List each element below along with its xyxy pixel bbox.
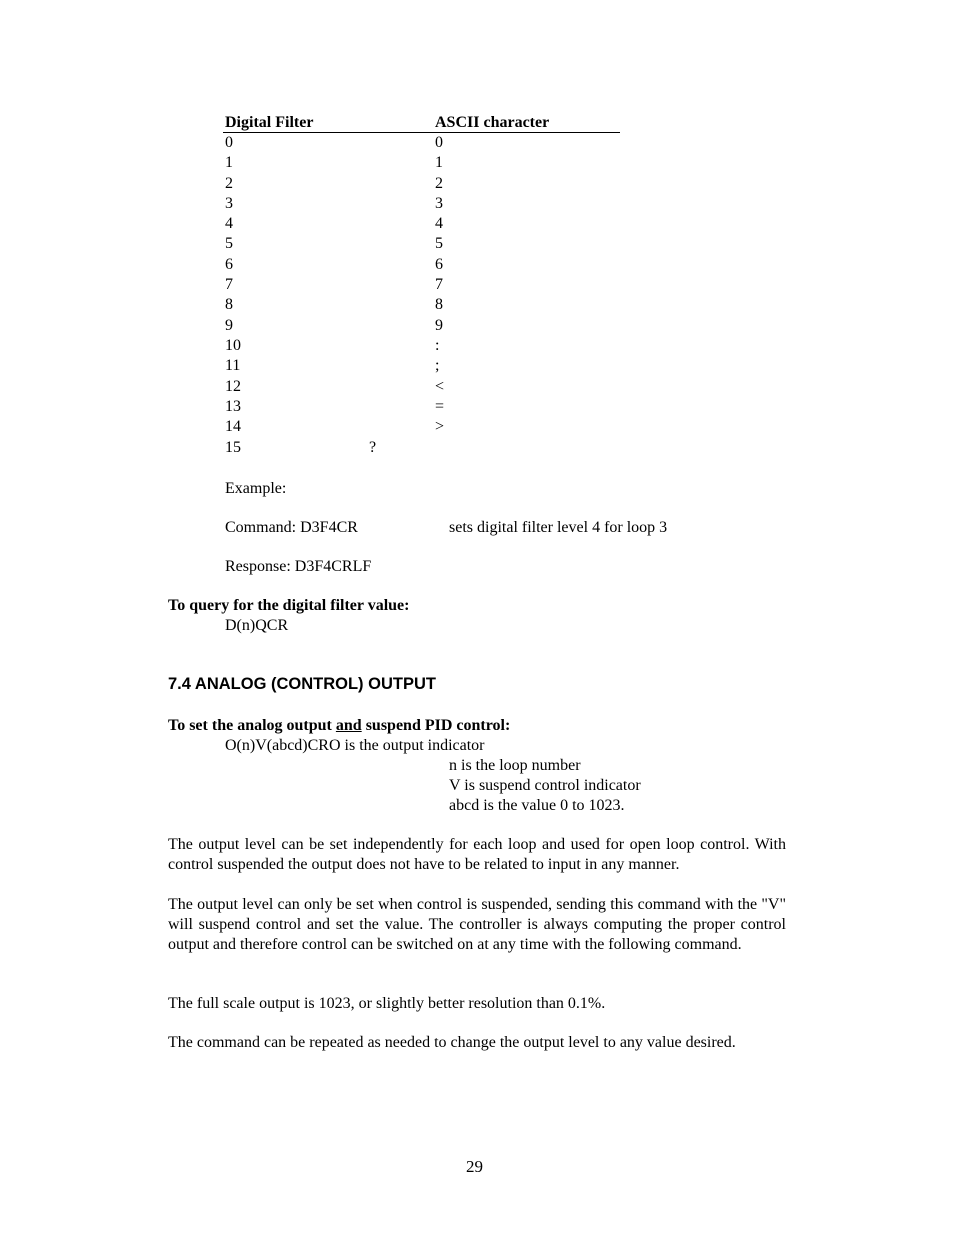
set-heading-pre: To set the analog output xyxy=(168,717,336,734)
filter-value-cell: 3 xyxy=(225,194,233,212)
paragraph-2: The output level can only be set when control is suspended, sending this command with the "V" will suspend control and set the value. The controller is always computing the proper control output and therefore control can be switched on at any time with the following command. xyxy=(168,896,786,953)
set-output-heading xyxy=(168,716,510,736)
section-title: 7.4 ANALOG (CONTROL) OUTPUT xyxy=(168,675,436,693)
table-row xyxy=(223,295,620,315)
paragraph-1: The output level can be set independently for each loop and used for open loop control. With control suspended the output does not have to be related to input in any manner. xyxy=(168,836,786,873)
ascii-character-cell: 7 xyxy=(435,276,443,294)
table-row xyxy=(223,194,620,214)
table-row xyxy=(223,174,620,194)
table-last-row-ascii: ? xyxy=(369,439,377,456)
ascii-character-cell: 5 xyxy=(435,235,443,253)
param-n: n is the loop number xyxy=(449,757,581,774)
ascii-character-cell: 8 xyxy=(435,296,443,314)
filter-value-cell: 0 xyxy=(225,134,233,151)
table-row xyxy=(223,397,620,417)
set-heading-post: suspend PID control: xyxy=(361,717,511,734)
ascii-character-cell: 6 xyxy=(435,255,443,273)
table-row xyxy=(223,214,620,234)
filter-value-cell: 13 xyxy=(225,397,241,415)
ascii-character-cell: 9 xyxy=(435,316,443,334)
filter-value-cell: 12 xyxy=(225,377,241,395)
paragraph-4: The command can be repeated as needed to change the output level to any value desired. xyxy=(168,1034,736,1051)
paragraph-3: The full scale output is 1023, or slightly better resolution than 0.1%. xyxy=(168,995,606,1012)
table-row xyxy=(223,377,620,397)
header-digital-filter: Digital Filter xyxy=(223,113,433,133)
table-row xyxy=(223,133,620,154)
table-last-row-value: 15 xyxy=(225,439,241,456)
table-header-row xyxy=(223,113,620,133)
param-abcd: abcd is the value 0 to 1023. xyxy=(449,797,625,814)
example-response: Response: D3F4CRLF xyxy=(225,558,372,575)
output-command-line: O(n)V(abcd)CRO is the output indicator xyxy=(225,737,485,754)
ascii-character-cell: < xyxy=(435,377,445,395)
query-heading: To query for the digital filter value: xyxy=(168,597,410,614)
filter-value-cell: 14 xyxy=(225,418,241,436)
ascii-character-cell: ; xyxy=(435,357,440,375)
digital-filter-table xyxy=(223,113,620,437)
table-row xyxy=(223,356,620,376)
ascii-character-cell: : xyxy=(435,336,440,354)
param-v: V is suspend control indicator xyxy=(449,777,641,794)
example-label: Example: xyxy=(225,480,287,497)
ascii-character-cell: 3 xyxy=(435,194,443,212)
table-body xyxy=(223,133,620,438)
table-row xyxy=(223,417,620,437)
filter-value-cell: 6 xyxy=(225,255,233,273)
table-row xyxy=(223,336,620,356)
filter-value-cell: 11 xyxy=(225,357,241,375)
filter-value-cell: 2 xyxy=(225,174,233,192)
page-number: 29 xyxy=(466,1157,483,1176)
ascii-character-cell: = xyxy=(435,397,445,415)
table-row xyxy=(223,316,620,336)
filter-value-cell: 7 xyxy=(225,276,233,294)
filter-value-cell: 10 xyxy=(225,336,241,354)
ascii-character-cell: 1 xyxy=(435,154,443,172)
filter-value-cell: 1 xyxy=(225,154,233,172)
ascii-character-cell: 2 xyxy=(435,174,443,192)
table-row xyxy=(223,275,620,295)
ascii-character-cell: 0 xyxy=(435,134,443,151)
ascii-character-cell: > xyxy=(435,418,445,436)
table-row xyxy=(223,153,620,173)
set-heading-underlined: and xyxy=(335,717,362,734)
filter-value-cell: 8 xyxy=(225,296,233,314)
filter-value-cell: 9 xyxy=(225,316,233,334)
header-ascii-character: ASCII character xyxy=(433,113,620,133)
filter-value-cell: 5 xyxy=(225,235,233,253)
ascii-character-cell: 4 xyxy=(435,215,443,233)
example-command: Command: D3F4CR xyxy=(225,519,358,536)
example-command-description: sets digital filter level 4 for loop 3 xyxy=(449,519,668,536)
filter-value-cell: 4 xyxy=(225,215,233,233)
table-row xyxy=(223,255,620,275)
table-row xyxy=(223,234,620,254)
query-command: D(n)QCR xyxy=(225,617,289,634)
